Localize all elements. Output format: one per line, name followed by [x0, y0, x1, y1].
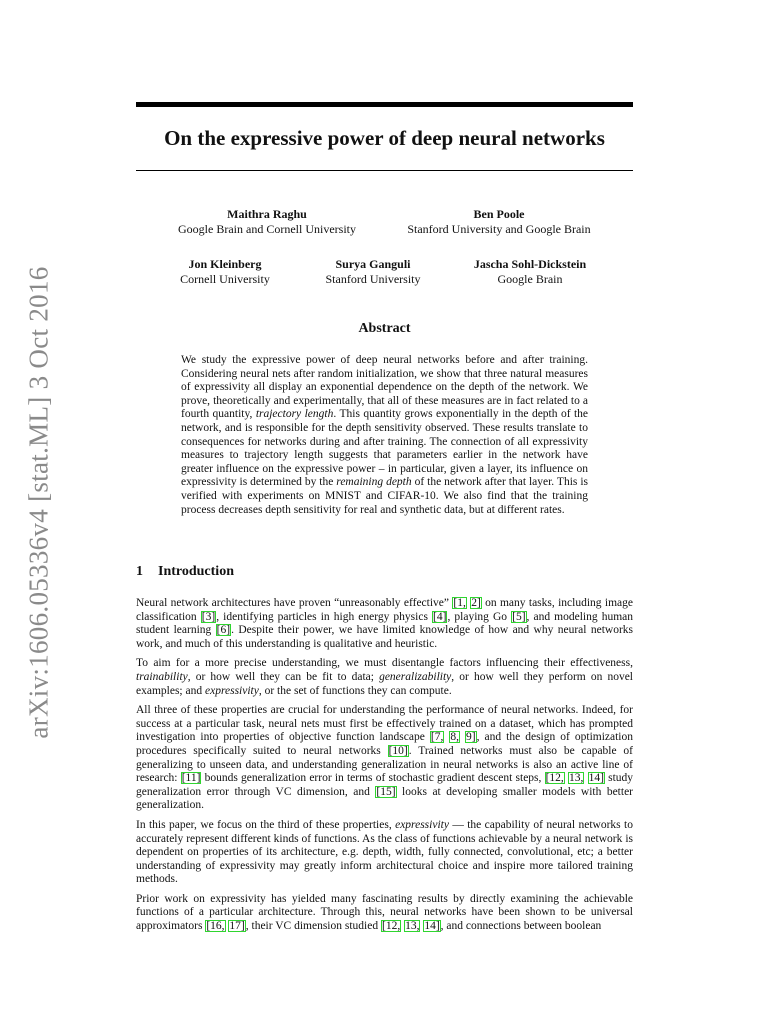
author-block: [398, 207, 600, 237]
author-name: Maithra Raghu: [227, 207, 307, 221]
arxiv-identifier-stamp: [22, 265, 56, 739]
section-title: Introduction: [158, 564, 234, 579]
citation-link[interactable]: 9]: [466, 731, 476, 744]
citation-link[interactable]: [12,: [381, 920, 401, 933]
citation-link[interactable]: 2]: [471, 597, 481, 609]
citation-link[interactable]: [7,: [430, 731, 444, 744]
citation-link[interactable]: 14]: [424, 920, 440, 933]
title-bottom-rule: [136, 170, 633, 171]
paper-title: On the expressive power of deep neural networks: [164, 126, 605, 150]
author-name: Ben Poole: [473, 207, 525, 221]
citation-link[interactable]: [5]: [512, 610, 526, 623]
citation-link[interactable]: [11]: [181, 772, 201, 785]
citation-link[interactable]: [6]: [216, 624, 231, 637]
citation-link[interactable]: [15]: [376, 785, 396, 798]
author-block: [167, 207, 367, 237]
paragraph: To aim for a more precise understanding, we must disentangle factors influencing their effectiveness, trainability, or how well they can be fit to data; generalizability, or how well they perform on novel examples; and expressivity, or the set of functions they can compute.: [136, 657, 634, 697]
author-name: Jon Kleinberg: [188, 257, 262, 271]
section-number: 1: [136, 564, 143, 579]
citation-link[interactable]: [4]: [433, 610, 447, 623]
author-affiliation: Stanford University and Google Brain: [407, 222, 591, 236]
emphasis-term: trainability: [136, 670, 188, 683]
paragraph: Neural network architectures have proven “unreasonably effective” [1, 2] on many tasks, including image classification [3], identifying particles in high energy physics [4], playing Go [5], and modeling human student learning [6]. Despite their power, we have limited knowledge of how and why neural networks work, and much of this understanding is qualitative and heuristic.: [136, 597, 634, 650]
citation-link[interactable]: 13,: [405, 920, 420, 933]
citation-link[interactable]: 8,: [450, 731, 459, 744]
paragraph: Prior work on expressivity has yielded many fascinating results by directly examining the achievable functions of a particular architecture. Through this, neural networks have been shown to be universal approximators [16, 17], their VC dimension studied [12, 13, 14], and connections between boolean: [136, 892, 633, 933]
citation-link[interactable]: 17]: [229, 920, 245, 933]
paragraph: All three of these properties are crucial for understanding the performance of neural networks. Indeed, for success at a particular task, neural nets must first be effectively trained on a dataset, which has prompted investigation into properties of objective function landscape [7, 8, 9], and the design of optimization procedures specifically suited to neural networks [10]. Trained networks must also be capable of generalizing to unseen data, and understanding generalization in neural networks is also an active line of research: [11] bounds generalization error in terms of stochastic gradient descent steps, [12, 13, 14] study generalization error through VC dimension, and [15] looks at developing smaller models with better generalization.: [136, 704, 634, 812]
author-affiliation: Google Brain: [497, 272, 563, 286]
introduction-body: [136, 597, 633, 940]
citation-link[interactable]: [3]: [201, 610, 216, 623]
arxiv-identifier-text: arXiv:1606.05336v4 [stat.ML] 3 Oct 2016: [23, 265, 54, 739]
citation-link[interactable]: 13,: [569, 772, 584, 785]
emphasis-term: expressivity: [395, 818, 449, 831]
author-block: [462, 257, 598, 287]
abstract-text: We study the expressive power of deep neural networks before and after training. Considering neural nets after random initialization, we show that three natural measures of expressivity all display an exponential dependence on the depth of the network. We prove, theoretically and experimentally, that all of these measures are in fact related to a fourth quantity, trajectory length. This quantity grows exponentially in the depth of the network, and is responsible for the depth sensitivity observed. These results translate to consequences for networks during and after training. The connection of all expressivity measures to trajectory length suggests that parameters earlier in the network have greater influence on the expressive power – in particular, given a layer, its influence on expressivity is determined by the remaining depth of the network after that layer. This is verified with experiments on MNIST and CIFAR-10. We also find that the training process decreases depth sensitivity for real and synthetic data, but at different rates.: [181, 354, 589, 516]
author-affiliation: Cornell University: [180, 272, 270, 286]
paragraph: In this paper, we focus on the third of these properties, expressivity — the capability of neural networks to accurately represent different kinds of functions. As the class of functions achievable by a neural network is dependent on properties of its architecture, e.g. depth, width, fully connected, convolutional, etc; a better understanding of expressivity may greatly inform architectural choice and inspire more tailored training methods.: [136, 818, 633, 886]
author-block: [312, 257, 434, 287]
emphasis-term: trajectory length: [255, 408, 334, 421]
abstract-heading: Abstract: [358, 321, 411, 336]
citation-link[interactable]: [1,: [453, 597, 466, 609]
citation-link[interactable]: [12,: [545, 772, 564, 785]
emphasis-term: generalizability: [379, 670, 452, 683]
emphasis-term: remaining depth: [336, 476, 412, 489]
author-affiliation: Google Brain and Cornell University: [178, 222, 356, 236]
author-name: Surya Ganguli: [335, 257, 411, 271]
citation-link[interactable]: 14]: [588, 772, 604, 785]
section-heading-introduction: [136, 564, 234, 580]
author-block: [166, 257, 284, 287]
citation-link[interactable]: [16,: [206, 920, 225, 933]
author-name: Jascha Sohl-Dickstein: [473, 257, 587, 271]
title-top-rule: [136, 102, 633, 107]
author-affiliation: Stanford University: [325, 272, 421, 286]
citation-link[interactable]: [10]: [388, 744, 408, 757]
emphasis-term: expressivity: [204, 684, 259, 697]
